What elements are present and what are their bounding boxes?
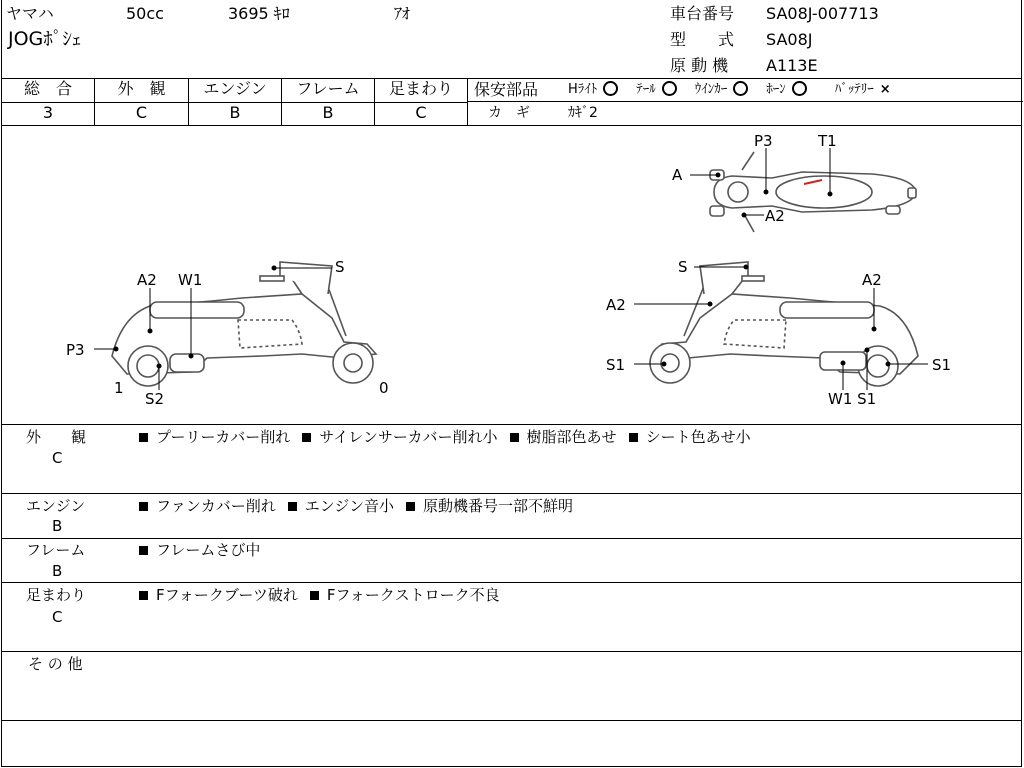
remark-items: [139, 540, 272, 560]
remark-category: 外 観: [26, 428, 87, 446]
frame-no: SA08J-007713: [766, 4, 879, 23]
safety-item-tail: ﾃｰﾙ: [636, 82, 656, 97]
bullet-square-icon: [629, 433, 638, 442]
grade-header-overall: 総 合: [23, 79, 72, 98]
bullet-square-icon: [139, 433, 148, 442]
diagram-label: T1: [818, 132, 837, 150]
ng-cross-icon: ×: [879, 82, 891, 97]
diagram-label: A2: [137, 271, 157, 289]
inspection-sheet: [1, 0, 1022, 767]
diagram-label: A2: [862, 271, 882, 289]
safety-item-horn: ﾎｰﾝ: [766, 82, 786, 97]
bullet-square-icon: [406, 502, 415, 511]
diagram-label: A: [672, 166, 683, 184]
grade-value-frame: B: [322, 103, 334, 122]
safety-item-battery: ﾊﾞｯﾃﾘｰ: [834, 82, 874, 97]
remark-item: ファンカバー削れ: [156, 497, 276, 515]
remark-item: エンジン音小: [304, 497, 394, 515]
remark-items: [139, 585, 512, 605]
diagram-label: W1 S1: [828, 390, 877, 408]
remark-item: シート色あせ小: [645, 428, 751, 446]
bullet-square-icon: [310, 591, 319, 600]
mileage: 3695 ｷﾛ: [228, 4, 290, 23]
bullet-square-icon: [510, 433, 519, 442]
ok-circle-icon: [733, 81, 748, 96]
grade-value-suspension: C: [415, 103, 427, 122]
divider: [2, 538, 1021, 539]
bullet-square-icon: [288, 502, 297, 511]
divider: [467, 78, 468, 125]
remark-grade: B: [52, 517, 63, 535]
divider: [468, 101, 1023, 102]
diagram-label: 0: [379, 379, 389, 397]
divider: [2, 720, 1021, 721]
diagram-label: A2: [606, 296, 626, 314]
type-label: 型 式: [670, 30, 735, 49]
displacement: 50cc: [126, 4, 164, 23]
ok-circle-icon: [662, 81, 677, 96]
diagram-label: S1: [932, 356, 952, 374]
diagram-label: S: [335, 258, 345, 276]
bullet-square-icon: [139, 591, 148, 600]
ok-circle-icon: [603, 81, 618, 96]
remark-item: 樹脂部色あせ: [526, 428, 617, 446]
remark-grade: C: [52, 608, 63, 626]
diagram-label: S1: [606, 356, 626, 374]
diagram-label: S: [678, 258, 688, 276]
safety-label: 保安部品: [474, 80, 539, 99]
ok-circle-icon: [792, 81, 807, 96]
safety-item-winker: ｳｲﾝｶｰ: [694, 82, 728, 97]
diagram-label: P3: [754, 132, 773, 150]
diagram-label: W1: [178, 271, 203, 289]
remark-grade: B: [52, 562, 63, 580]
grade-header-engine: エンジン: [203, 79, 267, 98]
remark-item: フレームさび中: [156, 541, 261, 559]
remark-item: Fフォークストローク不良: [326, 586, 500, 604]
color: ｱｵ: [394, 4, 411, 23]
damage-diagram: [2, 126, 1023, 424]
remark-items: [139, 496, 585, 516]
key-label: カ ギ: [488, 105, 530, 121]
engine-label: 原 動 機: [670, 56, 729, 75]
safety-item-headlight: Hﾗｲﾄ: [568, 82, 598, 97]
grade-header-frame: フレーム: [296, 79, 360, 98]
diagram-label: S2: [145, 390, 165, 408]
type-value: SA08J: [766, 30, 813, 49]
model-name: JOGﾎﾟｼｪ: [8, 28, 82, 50]
bullet-square-icon: [139, 502, 148, 511]
divider: [2, 424, 1021, 425]
divider: [2, 582, 1021, 583]
remark-item: Fフォークブーツ破れ: [156, 586, 298, 604]
diagram-label: P3: [66, 341, 85, 359]
grade-value-exterior: C: [135, 103, 148, 122]
engine-value: A113E: [766, 56, 818, 75]
grade-header-exterior: 外 観: [117, 79, 166, 98]
grade-value-engine: B: [229, 103, 241, 122]
divider: [2, 651, 1021, 652]
maker: ヤマハ: [6, 4, 54, 23]
grade-value-overall: 3: [42, 103, 54, 122]
remark-category: エンジン: [26, 497, 86, 515]
diagram-label: A2: [765, 207, 785, 225]
grade-header-suspension: 足まわり: [388, 79, 453, 98]
remark-grade: C: [52, 449, 63, 467]
other-label: そ の 他: [28, 655, 83, 673]
remark-item: サイレンサーカバー削れ小: [319, 428, 498, 446]
diagram-label: 1: [114, 379, 124, 397]
divider: [2, 493, 1021, 494]
scooter-top-view: [710, 152, 916, 232]
bullet-square-icon: [302, 433, 311, 442]
remark-item: プーリーカバー削れ: [156, 428, 291, 446]
remark-items: [139, 427, 763, 447]
bullet-square-icon: [139, 546, 148, 555]
safety-items: [568, 80, 891, 100]
remark-item: 原動機番号一部不鮮明: [422, 497, 573, 515]
key-value: ｶｷﾞ2: [568, 105, 598, 121]
remark-category: フレーム: [26, 541, 86, 559]
frame-no-label: 車台番号: [670, 4, 735, 23]
remark-category: 足まわり: [26, 586, 87, 604]
